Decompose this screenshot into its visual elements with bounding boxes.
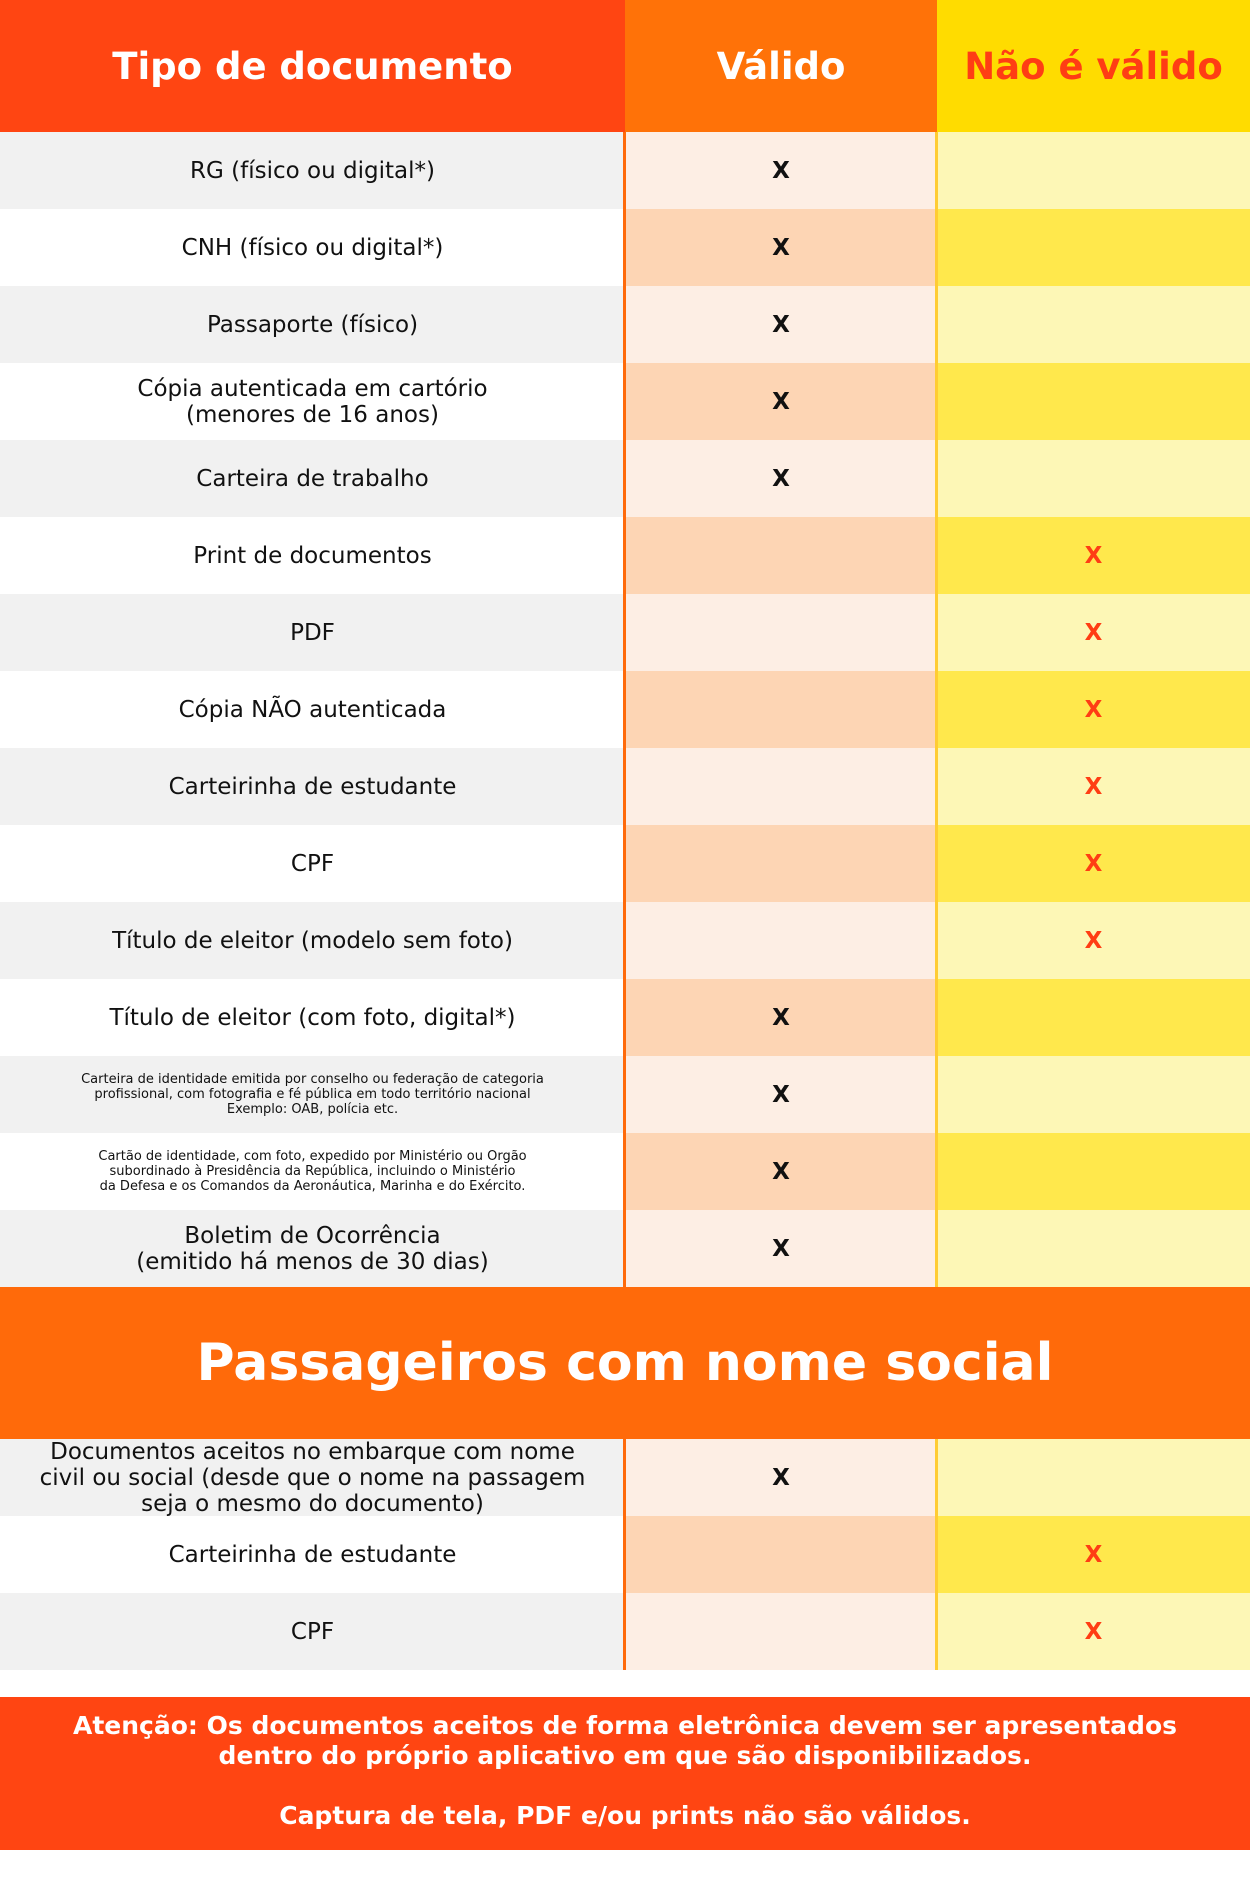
- document-type-text: [193, 543, 431, 569]
- valid-cell: [625, 209, 937, 286]
- document-type-cell: [0, 1133, 625, 1210]
- valid-mark: X: [772, 234, 790, 261]
- document-type-cell: [0, 979, 625, 1056]
- document-type-line: (emitido há menos de 30 dias): [136, 1248, 489, 1275]
- not-valid-cell: [937, 1133, 1250, 1210]
- not-valid-cell: [937, 671, 1250, 748]
- document-type-line: Boletim de Ocorrência: [184, 1222, 441, 1249]
- not-valid-cell: [937, 594, 1250, 671]
- document-type-text: [179, 697, 447, 723]
- document-type-cell: [0, 594, 625, 671]
- header-valid: Válido: [625, 0, 937, 132]
- document-type-text: [81, 1072, 544, 1117]
- document-type-line: profissional, com fotografia e fé pública em todo território nacional: [94, 1087, 531, 1102]
- valid-cell: [625, 902, 937, 979]
- valid-cell: [625, 594, 937, 671]
- document-type-line: (menores de 16 anos): [186, 401, 439, 428]
- column-divider: [623, 132, 626, 1287]
- not-valid-cell: [937, 1439, 1250, 1516]
- not-valid-cell: [937, 748, 1250, 825]
- document-type-cell: [0, 1210, 625, 1287]
- document-type-cell: [0, 825, 625, 902]
- valid-mark: X: [772, 157, 790, 184]
- not-valid-cell: [937, 440, 1250, 517]
- document-type-line: Título de eleitor (modelo sem foto): [112, 927, 513, 954]
- document-type-text: [190, 158, 435, 184]
- document-type-line: Carteira de trabalho: [196, 465, 429, 492]
- valid-cell: [625, 1133, 937, 1210]
- document-type-text: [136, 1223, 488, 1275]
- document-type-text: [290, 620, 335, 646]
- valid-mark: X: [772, 1464, 790, 1491]
- document-type-text: [169, 1542, 457, 1568]
- document-type-cell: [0, 748, 625, 825]
- valid-mark: X: [772, 1235, 790, 1262]
- invalid-mark: X: [1084, 542, 1103, 569]
- valid-cell: [625, 1210, 937, 1287]
- document-type-cell: [0, 1593, 625, 1670]
- document-type-text: [291, 1619, 334, 1645]
- valid-cell: [625, 825, 937, 902]
- social-name-title: Passageiros com nome social: [196, 1333, 1054, 1393]
- valid-cell: [625, 363, 937, 440]
- document-type-line: CNH (físico ou digital*): [181, 234, 444, 261]
- not-valid-cell: [937, 286, 1250, 363]
- document-type-text: [182, 235, 444, 261]
- document-type-line: Cópia autenticada em cartório: [137, 375, 488, 402]
- document-type-text: [207, 312, 418, 338]
- valid-cell: [625, 517, 937, 594]
- document-type-text: [40, 1439, 586, 1517]
- not-valid-cell: [937, 1593, 1250, 1670]
- column-divider: [935, 1439, 938, 1670]
- column-divider: [623, 1439, 626, 1670]
- invalid-mark: X: [1084, 850, 1103, 877]
- document-type-line: PDF: [290, 619, 335, 646]
- invalid-mark: X: [1084, 619, 1103, 646]
- valid-mark: X: [772, 311, 790, 338]
- warning-line-2: dentro do próprio aplicativo em que são disponibilizados.: [218, 1741, 1032, 1770]
- social-name-banner: [0, 1287, 1250, 1439]
- document-type-line: seja o mesmo do documento): [141, 1490, 484, 1517]
- document-type-line: RG (físico ou digital*): [190, 157, 435, 184]
- document-type-line: Carteira de identidade emitida por conselho ou federação de categoria: [81, 1072, 544, 1087]
- warning-box: [0, 1697, 1250, 1850]
- valid-cell: [625, 1439, 937, 1516]
- valid-cell: [625, 1056, 937, 1133]
- warning-line-3: Captura de tela, PDF e/ou prints não são válidos.: [279, 1801, 971, 1830]
- valid-cell: [625, 1593, 937, 1670]
- not-valid-cell: [937, 363, 1250, 440]
- document-type-cell: [0, 517, 625, 594]
- document-type-line: Documentos aceitos no embarque com nome: [50, 1438, 575, 1465]
- document-type-cell: [0, 1439, 625, 1516]
- document-type-line: Print de documentos: [193, 542, 432, 569]
- not-valid-cell: [937, 517, 1250, 594]
- document-type-cell: [0, 1516, 625, 1593]
- invalid-mark: X: [1084, 1618, 1103, 1645]
- valid-mark: X: [772, 1158, 790, 1185]
- document-type-line: civil ou social (desde que o nome na passagem: [39, 1464, 586, 1491]
- document-type-cell: [0, 440, 625, 517]
- invalid-mark: X: [1084, 1541, 1103, 1568]
- document-type-cell: [0, 363, 625, 440]
- header-document-type: Tipo de documento: [0, 0, 625, 132]
- document-type-text: [112, 928, 513, 954]
- document-type-cell: [0, 1056, 625, 1133]
- not-valid-cell: [937, 1056, 1250, 1133]
- valid-mark: X: [772, 1004, 790, 1031]
- not-valid-cell: [937, 902, 1250, 979]
- valid-cell: [625, 748, 937, 825]
- column-divider: [935, 132, 938, 1287]
- valid-cell: [625, 286, 937, 363]
- document-type-cell: [0, 132, 625, 209]
- not-valid-cell: [937, 209, 1250, 286]
- valid-cell: [625, 979, 937, 1056]
- valid-mark: X: [772, 1081, 790, 1108]
- valid-cell: [625, 1516, 937, 1593]
- document-type-line: subordinado à Presidência da República, incluindo o Ministério: [109, 1164, 516, 1179]
- invalid-mark: X: [1084, 927, 1103, 954]
- document-type-line: Carteirinha de estudante: [168, 773, 457, 800]
- document-type-line: Passaporte (físico): [206, 311, 419, 338]
- document-type-text: [109, 1005, 515, 1031]
- not-valid-cell: [937, 132, 1250, 209]
- document-type-text: [137, 376, 487, 428]
- table-header: [0, 0, 1250, 132]
- document-type-cell: [0, 209, 625, 286]
- document-type-cell: [0, 286, 625, 363]
- document-type-line: CPF: [290, 1618, 335, 1645]
- valid-mark: X: [772, 465, 790, 492]
- document-type-line: Exemplo: OAB, polícia etc.: [226, 1102, 399, 1117]
- valid-mark: X: [772, 388, 790, 415]
- valid-cell: [625, 671, 937, 748]
- document-type-line: Título de eleitor (com foto, digital*): [109, 1004, 516, 1031]
- document-type-text: [291, 851, 334, 877]
- header-not-valid: Não é válido: [937, 0, 1250, 132]
- warning-line-1: Atenção: Os documentos aceitos de forma eletrônica devem ser apresentados: [72, 1711, 1178, 1740]
- document-type-line: Cartão de identidade, com foto, expedido por Ministério ou Orgão: [98, 1149, 527, 1164]
- document-type-line: Cópia NÃO autenticada: [178, 696, 447, 723]
- warning-spacer: [0, 1771, 1250, 1801]
- invalid-mark: X: [1084, 773, 1103, 800]
- document-type-line: Carteirinha de estudante: [168, 1541, 457, 1568]
- document-type-text: [169, 774, 457, 800]
- not-valid-cell: [937, 825, 1250, 902]
- not-valid-cell: [937, 1516, 1250, 1593]
- document-type-text: [196, 466, 428, 492]
- document-type-cell: [0, 671, 625, 748]
- document-type-line: CPF: [290, 850, 335, 877]
- valid-cell: [625, 132, 937, 209]
- not-valid-cell: [937, 979, 1250, 1056]
- invalid-mark: X: [1084, 696, 1103, 723]
- document-type-text: [98, 1149, 526, 1194]
- document-type-line: da Defesa e os Comandos da Aeronáutica, Marinha e do Exército.: [99, 1179, 526, 1194]
- document-type-cell: [0, 902, 625, 979]
- valid-cell: [625, 440, 937, 517]
- not-valid-cell: [937, 1210, 1250, 1287]
